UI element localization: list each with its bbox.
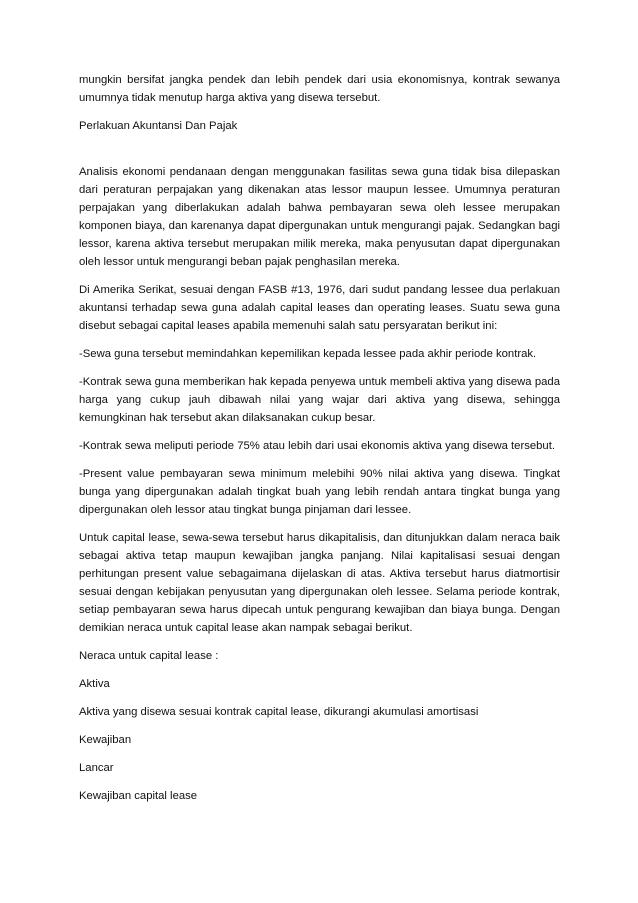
balance-sheet-heading: Neraca untuk capital lease :	[79, 650, 219, 662]
balance-sheet-liabilities: Kewajiban	[79, 734, 132, 746]
criterion-ownership-transfer: -Sewa guna tersebut memindahkan kepemilikan kepada lessee pada akhir periode kontrak.	[79, 348, 537, 360]
paragraph-intro-continuation: mungkin bersifat jangka pendek dan lebih pendek dari usia ekonomisnya, kontrak sewanya umumnya tidak menutup harga aktiva yang disewa tersebut.	[79, 74, 560, 104]
document-page	[79, 71, 560, 815]
paragraph-capital-lease-treatment: Untuk capital lease, sewa-sewa tersebut harus dikapitalisis, dan ditunjukkan dalam neraca baik sebagai aktiva tetap maupun kewajiban jangka panjang. Nilai kapitalisasi sesuai dengan perhitungan present value sebagaimana dijelaskan di atas. Aktiva tersebut harus diatmortisir sesuai dengan kebijakan penyusutan yang dipergunakan oleh lessee. Selama periode kontrak, setiap pembayaran sewa harus dipecah untuk pengurang kewajiban dan biaya bunga. Dengan demikian neraca untuk capital lease akan nampak sebagai berikut.	[79, 532, 560, 634]
balance-sheet-leased-asset: Aktiva yang disewa sesuai kontrak capital lease, dikurangi akumulasi amortisasi	[79, 706, 479, 718]
criterion-bargain-purchase: -Kontrak sewa guna memberikan hak kepada penyewa untuk membeli aktiva yang disewa pada harga yang cukup jauh dibawah nilai yang wajar dari aktiva yang disewa, sehingga kemungkinan hak tersebut akan dilaksanakan cukup besar.	[79, 376, 560, 424]
criterion-lease-term: -Kontrak sewa meliputi periode 75% atau lebih dari usai ekonomis aktiva yang disewa tersebut.	[79, 440, 555, 452]
criterion-present-value: -Present value pembayaran sewa minimum melebihi 90% nilai aktiva yang disewa. Tingkat bunga yang dipergunakan adalah tingkat buah yang lebih rendah antara tingkat bunga yang dipergunakan oleh lessor atau tingkat bunga pinjaman dari lessee.	[79, 468, 560, 516]
balance-sheet-capital-lease-liability: Kewajiban capital lease	[79, 790, 198, 802]
section-heading-accounting-tax: Perlakuan Akuntansi Dan Pajak	[79, 120, 238, 132]
paragraph-economic-analysis: Analisis ekonomi pendanaan dengan menggunakan fasilitas sewa guna tidak bisa dilepaskan dari peraturan perpajakan yang dikenakan atas lessor maupun lessee. Umumnya peraturan perpajakan yang diberlakukan adalah bahwa pembayaran sewa oleh lessee merupakan komponen biaya, dan karenanya dapat dipergunakan untuk mengurangi pajak. Sedangkan bagi lessor, karena aktiva tersebut merupakan milik mereka, maka penyusutan dapat dipergunakan oleh lessor untuk mengurangi beban pajak penghasilan mereka.	[79, 166, 560, 268]
paragraph-fasb-13: Di Amerika Serikat, sesuai dengan FASB #13, 1976, dari sudut pandang lessee dua perlakuan akuntansi terhadap sewa guna adalah capital leases dan operating leases. Suatu sewa guna disebut sebagai capital leases apabila memenuhi salah satu persyaratan berikut ini:	[79, 284, 560, 332]
balance-sheet-current: Lancar	[79, 762, 114, 774]
balance-sheet-assets: Aktiva	[79, 678, 110, 690]
